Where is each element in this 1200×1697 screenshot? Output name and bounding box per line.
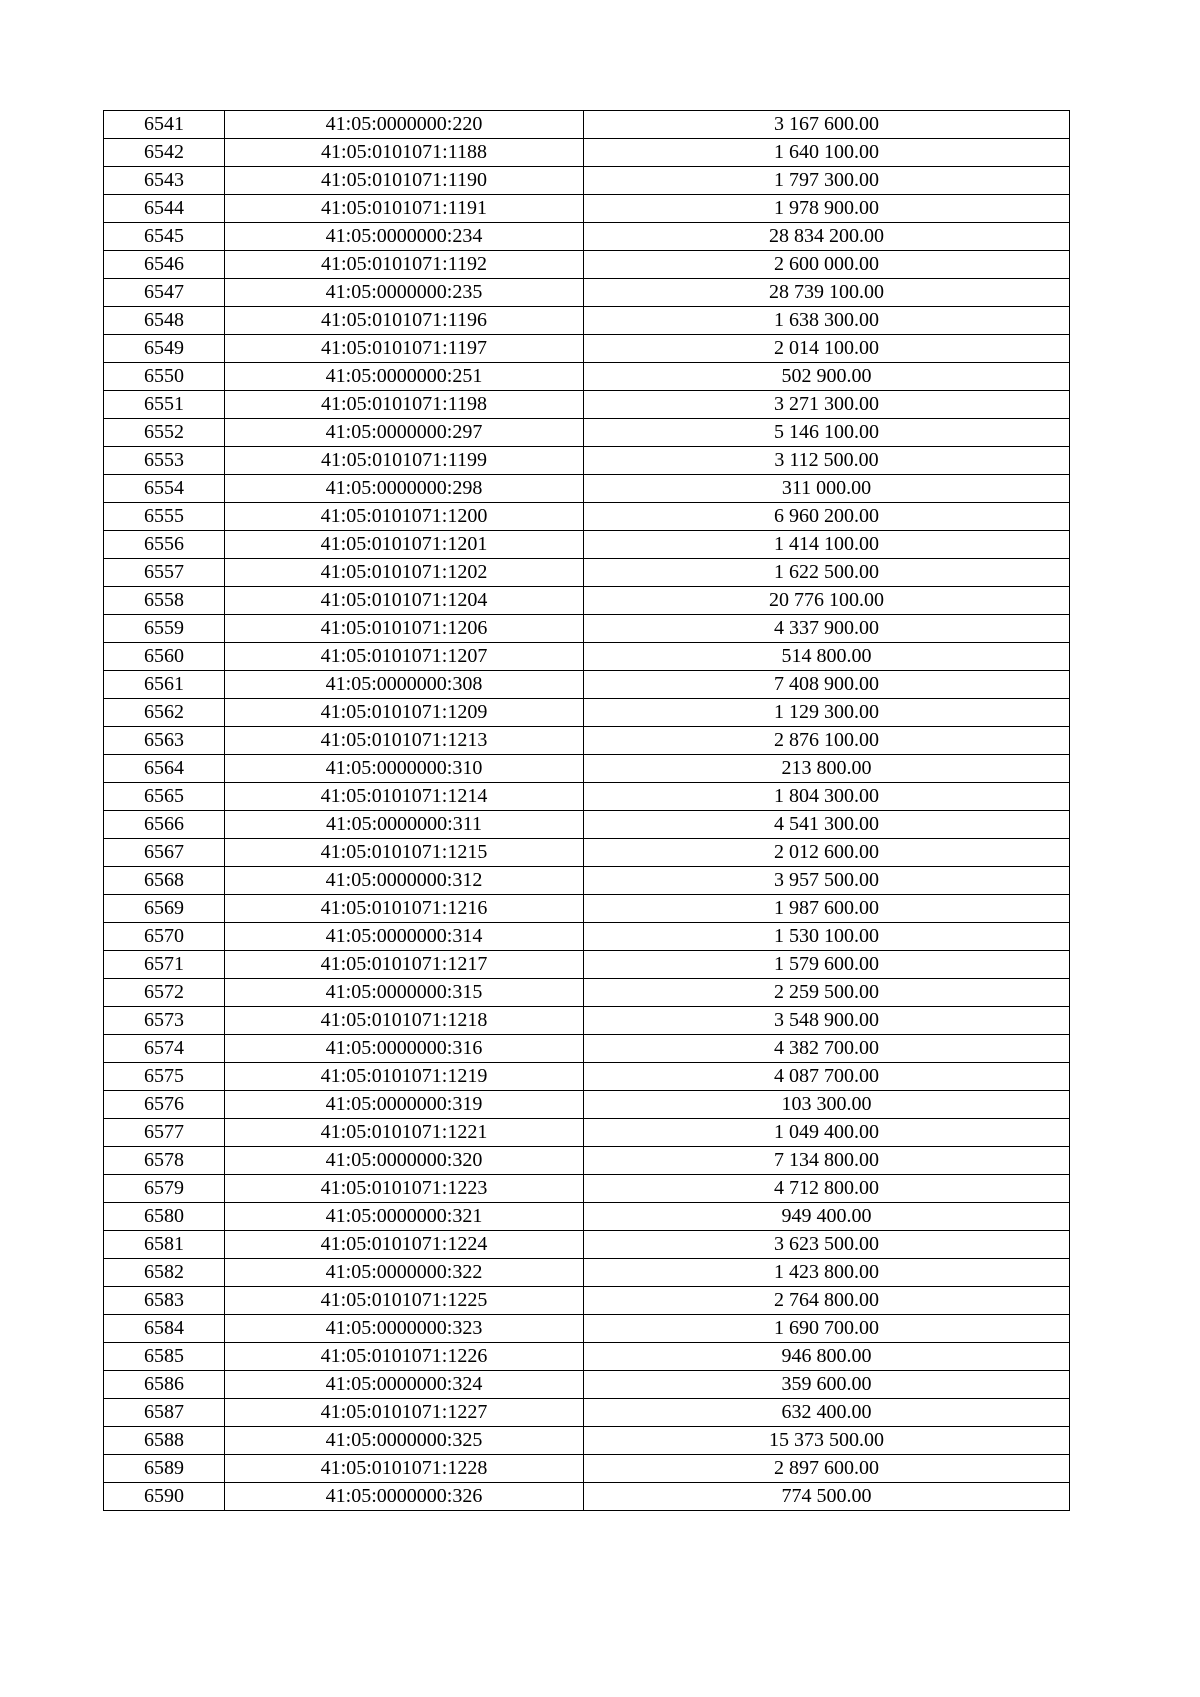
cadastral-value-cell: 2 012 600.00	[584, 839, 1070, 867]
cadastral-value-cell: 4 382 700.00	[584, 1035, 1070, 1063]
table-row	[104, 1119, 1070, 1147]
cadastral-value-cell: 15 373 500.00	[584, 1427, 1070, 1455]
table-body	[104, 111, 1070, 1511]
cadastral-number-cell: 41:05:0101071:1204	[225, 587, 584, 615]
row-number-cell: 6578	[104, 1147, 225, 1175]
row-number-cell: 6563	[104, 727, 225, 755]
row-number-cell: 6558	[104, 587, 225, 615]
cadastral-value-cell: 3 957 500.00	[584, 867, 1070, 895]
cadastral-value-cell: 6 960 200.00	[584, 503, 1070, 531]
cadastral-value-cell: 1 423 800.00	[584, 1259, 1070, 1287]
cadastral-number-cell: 41:05:0000000:319	[225, 1091, 584, 1119]
cadastral-number-cell: 41:05:0000000:311	[225, 811, 584, 839]
cadastral-number-cell: 41:05:0101071:1200	[225, 503, 584, 531]
cadastral-number-cell: 41:05:0000000:234	[225, 223, 584, 251]
table-row	[104, 895, 1070, 923]
row-number-cell: 6564	[104, 755, 225, 783]
table-row	[104, 363, 1070, 391]
cadastral-value-cell: 1 049 400.00	[584, 1119, 1070, 1147]
table-row	[104, 503, 1070, 531]
row-number-cell: 6569	[104, 895, 225, 923]
row-number-cell: 6555	[104, 503, 225, 531]
cadastral-value-cell: 5 146 100.00	[584, 419, 1070, 447]
cadastral-value-cell: 7 134 800.00	[584, 1147, 1070, 1175]
cadastral-number-cell: 41:05:0101071:1197	[225, 335, 584, 363]
table-row	[104, 1287, 1070, 1315]
row-number-cell: 6565	[104, 783, 225, 811]
table-row	[104, 279, 1070, 307]
cadastral-number-cell: 41:05:0101071:1198	[225, 391, 584, 419]
row-number-cell: 6553	[104, 447, 225, 475]
table-row	[104, 1259, 1070, 1287]
row-number-cell: 6567	[104, 839, 225, 867]
table-row	[104, 335, 1070, 363]
cadastral-number-cell: 41:05:0101071:1199	[225, 447, 584, 475]
table-row	[104, 531, 1070, 559]
row-number-cell: 6570	[104, 923, 225, 951]
cadastral-value-table	[103, 110, 1070, 1511]
row-number-cell: 6546	[104, 251, 225, 279]
cadastral-number-cell: 41:05:0101071:1218	[225, 1007, 584, 1035]
cadastral-number-cell: 41:05:0000000:308	[225, 671, 584, 699]
row-number-cell: 6561	[104, 671, 225, 699]
cadastral-number-cell: 41:05:0000000:251	[225, 363, 584, 391]
row-number-cell: 6551	[104, 391, 225, 419]
table-row	[104, 1371, 1070, 1399]
row-number-cell: 6548	[104, 307, 225, 335]
cadastral-value-cell: 103 300.00	[584, 1091, 1070, 1119]
cadastral-number-cell: 41:05:0101071:1192	[225, 251, 584, 279]
cadastral-value-cell: 28 739 100.00	[584, 279, 1070, 307]
table-row	[104, 1063, 1070, 1091]
cadastral-number-cell: 41:05:0101071:1219	[225, 1063, 584, 1091]
cadastral-value-cell: 4 337 900.00	[584, 615, 1070, 643]
cadastral-value-cell: 2 259 500.00	[584, 979, 1070, 1007]
table-row	[104, 391, 1070, 419]
cadastral-value-cell: 2 014 100.00	[584, 335, 1070, 363]
row-number-cell: 6575	[104, 1063, 225, 1091]
cadastral-value-cell: 213 800.00	[584, 755, 1070, 783]
cadastral-value-cell: 1 638 300.00	[584, 307, 1070, 335]
cadastral-number-cell: 41:05:0101071:1224	[225, 1231, 584, 1259]
table-row	[104, 447, 1070, 475]
cadastral-value-cell: 514 800.00	[584, 643, 1070, 671]
cadastral-value-cell: 1 622 500.00	[584, 559, 1070, 587]
table-row	[104, 139, 1070, 167]
row-number-cell: 6543	[104, 167, 225, 195]
cadastral-value-cell: 1 640 100.00	[584, 139, 1070, 167]
cadastral-value-cell: 4 541 300.00	[584, 811, 1070, 839]
table-row	[104, 811, 1070, 839]
table-row	[104, 1007, 1070, 1035]
row-number-cell: 6585	[104, 1343, 225, 1371]
row-number-cell: 6542	[104, 139, 225, 167]
table-row	[104, 755, 1070, 783]
table-row	[104, 1483, 1070, 1511]
row-number-cell: 6541	[104, 111, 225, 139]
table-row	[104, 195, 1070, 223]
cadastral-value-cell: 1 987 600.00	[584, 895, 1070, 923]
cadastral-number-cell: 41:05:0000000:322	[225, 1259, 584, 1287]
row-number-cell: 6550	[104, 363, 225, 391]
table-row	[104, 839, 1070, 867]
cadastral-number-cell: 41:05:0101071:1202	[225, 559, 584, 587]
cadastral-number-cell: 41:05:0000000:314	[225, 923, 584, 951]
cadastral-number-cell: 41:05:0101071:1207	[225, 643, 584, 671]
row-number-cell: 6560	[104, 643, 225, 671]
cadastral-number-cell: 41:05:0101071:1223	[225, 1175, 584, 1203]
cadastral-number-cell: 41:05:0101071:1221	[225, 1119, 584, 1147]
cadastral-number-cell: 41:05:0000000:321	[225, 1203, 584, 1231]
cadastral-value-cell: 1 690 700.00	[584, 1315, 1070, 1343]
row-number-cell: 6589	[104, 1455, 225, 1483]
cadastral-number-cell: 41:05:0000000:326	[225, 1483, 584, 1511]
table-row	[104, 111, 1070, 139]
cadastral-number-cell: 41:05:0000000:297	[225, 419, 584, 447]
table-row	[104, 1231, 1070, 1259]
row-number-cell: 6556	[104, 531, 225, 559]
row-number-cell: 6549	[104, 335, 225, 363]
cadastral-number-cell: 41:05:0000000:325	[225, 1427, 584, 1455]
cadastral-value-cell: 1 797 300.00	[584, 167, 1070, 195]
cadastral-value-cell: 1 414 100.00	[584, 531, 1070, 559]
row-number-cell: 6557	[104, 559, 225, 587]
table-row	[104, 559, 1070, 587]
cadastral-number-cell: 41:05:0101071:1196	[225, 307, 584, 335]
table-row	[104, 615, 1070, 643]
cadastral-number-cell: 41:05:0101071:1209	[225, 699, 584, 727]
cadastral-value-cell: 2 876 100.00	[584, 727, 1070, 755]
row-number-cell: 6577	[104, 1119, 225, 1147]
cadastral-number-cell: 41:05:0101071:1227	[225, 1399, 584, 1427]
cadastral-value-cell: 4 087 700.00	[584, 1063, 1070, 1091]
table-row	[104, 1175, 1070, 1203]
table-row	[104, 979, 1070, 1007]
table-row	[104, 475, 1070, 503]
table-row	[104, 951, 1070, 979]
table-row	[104, 419, 1070, 447]
table-row	[104, 643, 1070, 671]
row-number-cell: 6571	[104, 951, 225, 979]
cadastral-value-cell: 774 500.00	[584, 1483, 1070, 1511]
cadastral-number-cell: 41:05:0000000:235	[225, 279, 584, 307]
table-row	[104, 1455, 1070, 1483]
row-number-cell: 6581	[104, 1231, 225, 1259]
table-row	[104, 1203, 1070, 1231]
cadastral-number-cell: 41:05:0000000:323	[225, 1315, 584, 1343]
cadastral-value-cell: 3 167 600.00	[584, 111, 1070, 139]
row-number-cell: 6579	[104, 1175, 225, 1203]
row-number-cell: 6583	[104, 1287, 225, 1315]
cadastral-value-cell: 3 548 900.00	[584, 1007, 1070, 1035]
table-row	[104, 1315, 1070, 1343]
row-number-cell: 6572	[104, 979, 225, 1007]
row-number-cell: 6586	[104, 1371, 225, 1399]
row-number-cell: 6582	[104, 1259, 225, 1287]
cadastral-number-cell: 41:05:0101071:1201	[225, 531, 584, 559]
table-row	[104, 167, 1070, 195]
row-number-cell: 6584	[104, 1315, 225, 1343]
cadastral-number-cell: 41:05:0000000:220	[225, 111, 584, 139]
table-row	[104, 587, 1070, 615]
table-row	[104, 783, 1070, 811]
cadastral-value-cell: 502 900.00	[584, 363, 1070, 391]
row-number-cell: 6552	[104, 419, 225, 447]
cadastral-value-cell: 20 776 100.00	[584, 587, 1070, 615]
cadastral-value-cell: 1 804 300.00	[584, 783, 1070, 811]
row-number-cell: 6590	[104, 1483, 225, 1511]
cadastral-value-cell: 1 530 100.00	[584, 923, 1070, 951]
table-row	[104, 1147, 1070, 1175]
cadastral-number-cell: 41:05:0000000:324	[225, 1371, 584, 1399]
cadastral-value-cell: 632 400.00	[584, 1399, 1070, 1427]
cadastral-value-cell: 949 400.00	[584, 1203, 1070, 1231]
row-number-cell: 6554	[104, 475, 225, 503]
table-row	[104, 699, 1070, 727]
table-row	[104, 251, 1070, 279]
cadastral-number-cell: 41:05:0000000:310	[225, 755, 584, 783]
cadastral-number-cell: 41:05:0000000:312	[225, 867, 584, 895]
row-number-cell: 6544	[104, 195, 225, 223]
table-row	[104, 671, 1070, 699]
cadastral-number-cell: 41:05:0000000:298	[225, 475, 584, 503]
cadastral-value-cell: 946 800.00	[584, 1343, 1070, 1371]
table-row	[104, 867, 1070, 895]
cadastral-value-cell: 3 271 300.00	[584, 391, 1070, 419]
cadastral-value-cell: 28 834 200.00	[584, 223, 1070, 251]
row-number-cell: 6547	[104, 279, 225, 307]
cadastral-value-cell: 2 897 600.00	[584, 1455, 1070, 1483]
cadastral-number-cell: 41:05:0101071:1226	[225, 1343, 584, 1371]
cadastral-value-cell: 1 978 900.00	[584, 195, 1070, 223]
table-row	[104, 1091, 1070, 1119]
cadastral-number-cell: 41:05:0101071:1225	[225, 1287, 584, 1315]
table-row	[104, 223, 1070, 251]
cadastral-number-cell: 41:05:0101071:1217	[225, 951, 584, 979]
row-number-cell: 6587	[104, 1399, 225, 1427]
table-row	[104, 1427, 1070, 1455]
cadastral-number-cell: 41:05:0101071:1228	[225, 1455, 584, 1483]
row-number-cell: 6588	[104, 1427, 225, 1455]
row-number-cell: 6566	[104, 811, 225, 839]
table-row	[104, 727, 1070, 755]
cadastral-value-cell: 1 579 600.00	[584, 951, 1070, 979]
table-row	[104, 1399, 1070, 1427]
row-number-cell: 6562	[104, 699, 225, 727]
cadastral-number-cell: 41:05:0101071:1216	[225, 895, 584, 923]
table-row	[104, 1343, 1070, 1371]
cadastral-value-cell: 2 600 000.00	[584, 251, 1070, 279]
row-number-cell: 6580	[104, 1203, 225, 1231]
row-number-cell: 6576	[104, 1091, 225, 1119]
cadastral-number-cell: 41:05:0101071:1190	[225, 167, 584, 195]
cadastral-value-cell: 2 764 800.00	[584, 1287, 1070, 1315]
cadastral-value-cell: 3 623 500.00	[584, 1231, 1070, 1259]
row-number-cell: 6574	[104, 1035, 225, 1063]
cadastral-number-cell: 41:05:0000000:320	[225, 1147, 584, 1175]
row-number-cell: 6559	[104, 615, 225, 643]
cadastral-number-cell: 41:05:0101071:1214	[225, 783, 584, 811]
row-number-cell: 6573	[104, 1007, 225, 1035]
cadastral-value-cell: 3 112 500.00	[584, 447, 1070, 475]
cadastral-number-cell: 41:05:0101071:1191	[225, 195, 584, 223]
table-row	[104, 923, 1070, 951]
cadastral-number-cell: 41:05:0101071:1206	[225, 615, 584, 643]
row-number-cell: 6545	[104, 223, 225, 251]
cadastral-value-cell: 311 000.00	[584, 475, 1070, 503]
cadastral-value-cell: 4 712 800.00	[584, 1175, 1070, 1203]
cadastral-number-cell: 41:05:0101071:1215	[225, 839, 584, 867]
cadastral-value-cell: 359 600.00	[584, 1371, 1070, 1399]
cadastral-number-cell: 41:05:0101071:1188	[225, 139, 584, 167]
cadastral-number-cell: 41:05:0101071:1213	[225, 727, 584, 755]
table-row	[104, 307, 1070, 335]
cadastral-value-cell: 1 129 300.00	[584, 699, 1070, 727]
cadastral-number-cell: 41:05:0000000:315	[225, 979, 584, 1007]
cadastral-number-cell: 41:05:0000000:316	[225, 1035, 584, 1063]
row-number-cell: 6568	[104, 867, 225, 895]
cadastral-value-cell: 7 408 900.00	[584, 671, 1070, 699]
table-row	[104, 1035, 1070, 1063]
